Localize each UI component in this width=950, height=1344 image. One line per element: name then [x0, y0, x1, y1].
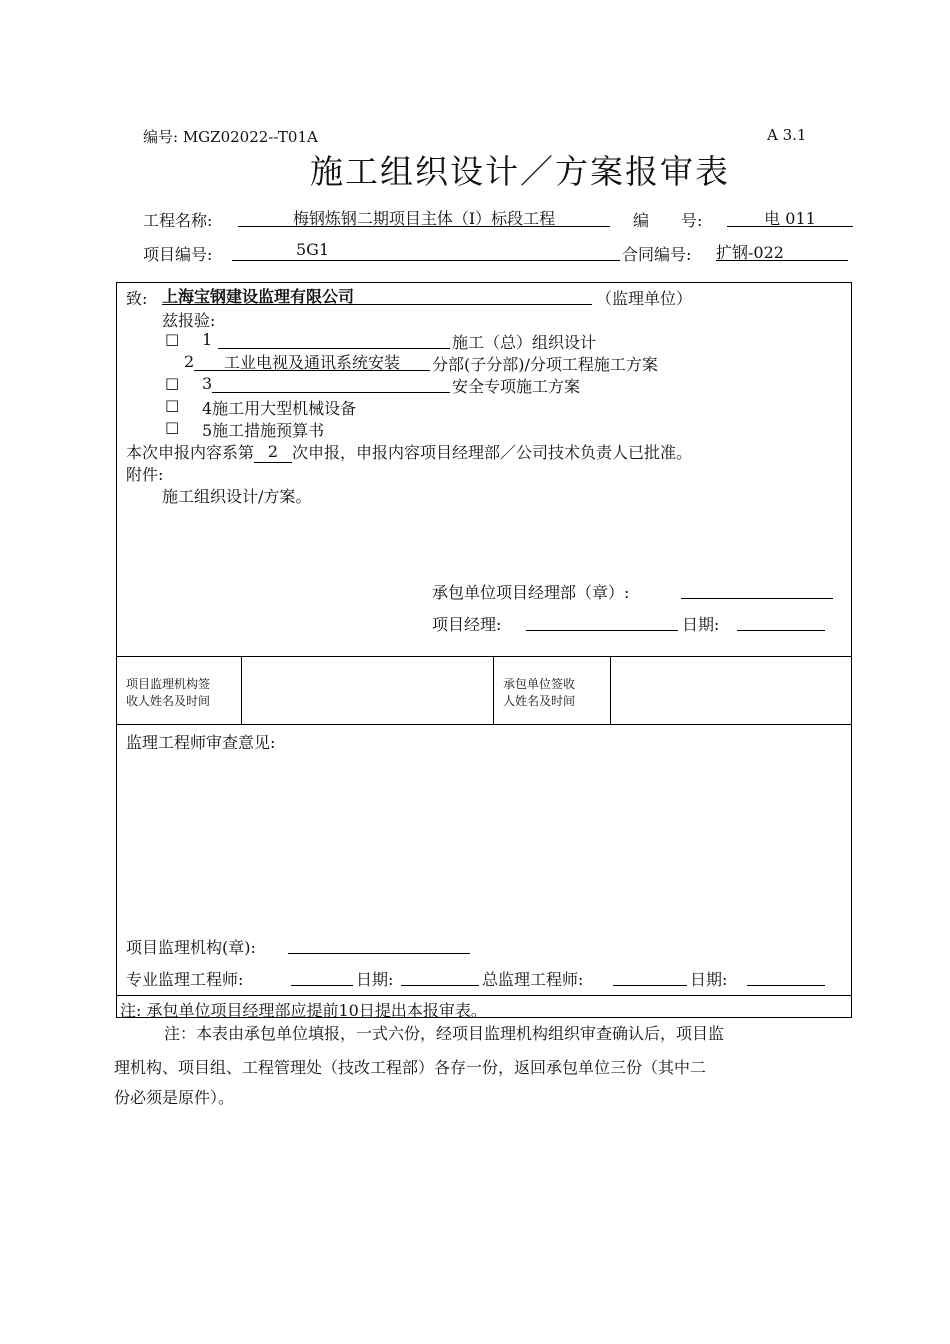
item-2-number: 2 — [184, 352, 195, 371]
project-name-label: 工程名称: — [143, 211, 213, 230]
checkbox-item-5[interactable]: □ — [165, 418, 180, 436]
row-divider — [116, 995, 852, 996]
contract-value: 扩钢-022 — [716, 240, 848, 261]
item-1-number: 1 — [202, 330, 213, 349]
manager-label: 项目经理: — [432, 615, 502, 634]
project-code-value: 5G1 — [232, 240, 620, 261]
supervisor-receipt-label: 项目监理机构签 收人姓名及时间 — [126, 677, 211, 708]
chief-engineer-label: 总监理工程师: — [482, 970, 584, 989]
row-divider — [116, 656, 852, 657]
attachment-label: 附件: — [126, 465, 164, 484]
number-label: 编 号: — [633, 211, 703, 230]
row-divider — [116, 724, 852, 725]
item-2-fill: 工业电视及通讯系统安装 — [194, 350, 430, 371]
item-3-number: 3 — [202, 374, 213, 393]
manager-date-label: 日期: — [682, 615, 720, 634]
project-code-label: 项目编号: — [143, 245, 213, 264]
checkbox-item-4[interactable]: □ — [165, 396, 180, 414]
table-note: 注: 承包单位项目经理部应提前10日提出本报审表。 — [120, 1001, 487, 1020]
chief-engineer-blank — [613, 965, 687, 986]
number-value: 电 011 — [727, 206, 853, 227]
intro-label: 兹报验: — [162, 311, 216, 330]
project-name-value: 梅钢炼钢二期项目主体（I）标段工程 — [238, 206, 610, 227]
manager-blank — [526, 610, 678, 631]
contract-label: 合同编号: — [622, 245, 692, 264]
supervision-org-blank — [288, 933, 470, 954]
engineer-date-label: 日期: — [356, 970, 394, 989]
engineer-blank — [291, 965, 353, 986]
item-3-blank — [212, 372, 450, 393]
table-top-border — [116, 282, 852, 283]
chief-date-blank — [747, 965, 825, 986]
table-right-border — [851, 282, 852, 1018]
form-code: A 3.1 — [767, 126, 807, 144]
footer-note-line-2: 理机构、项目组、工程管理处（技改工程部）各存一份，返回承包单位三份（其中二 — [114, 1058, 707, 1077]
checkbox-item-1[interactable]: □ — [165, 330, 180, 348]
report-count-line: 本次申报内容系第 2 次申报，申报内容项目经理部／公司技术负责人已批准。 — [126, 442, 693, 462]
engineer-label: 专业监理工程师: — [126, 970, 244, 989]
item-4-text: 4施工用大型机械设备 — [202, 399, 357, 418]
item-3-text: 安全专项施工方案 — [452, 377, 581, 396]
col-divider — [610, 656, 611, 725]
item-2-text: 分部(子分部)/分项工程施工方案 — [432, 355, 658, 374]
page-title: 施工组织设计／方案报审表 — [310, 152, 730, 191]
review-opinion-label: 监理工程师审查意见: — [126, 733, 276, 752]
col-divider — [241, 656, 242, 725]
table-left-border — [116, 282, 117, 1018]
serial-number: 编号: MGZ02022--T01A — [143, 128, 318, 146]
supervisor-company: 上海宝钢建设监理有限公司 — [162, 284, 592, 305]
chief-date-label: 日期: — [690, 970, 728, 989]
checkbox-item-3[interactable]: □ — [165, 374, 180, 392]
manager-date-blank — [737, 610, 825, 631]
col-divider — [493, 656, 494, 725]
item-1-blank — [218, 328, 450, 349]
item-1-text: 施工（总）组织设计 — [452, 333, 597, 352]
attachment-text: 施工组织设计/方案。 — [162, 487, 312, 506]
item-5-text: 5施工措施预算书 — [202, 421, 325, 440]
report-count: 2 — [254, 442, 292, 463]
contractor-receipt-label: 承包单位签收 人姓名及时间 — [503, 677, 576, 708]
supervision-org-label: 项目监理机构(章): — [126, 938, 256, 957]
contractor-stamp-blank — [681, 578, 833, 599]
contractor-stamp-label: 承包单位项目经理部（章）: — [432, 583, 630, 602]
supervisor-role: （监理单位） — [596, 289, 693, 308]
footer-note-line-3: 份必须是原件）。 — [114, 1088, 235, 1107]
to-label: 致: — [126, 289, 148, 308]
engineer-date-blank — [401, 965, 479, 986]
footer-note-line-1: 注：本表由承包单位填报，一式六份，经项目监理机构组织审查确认后，项目监 — [164, 1024, 725, 1043]
